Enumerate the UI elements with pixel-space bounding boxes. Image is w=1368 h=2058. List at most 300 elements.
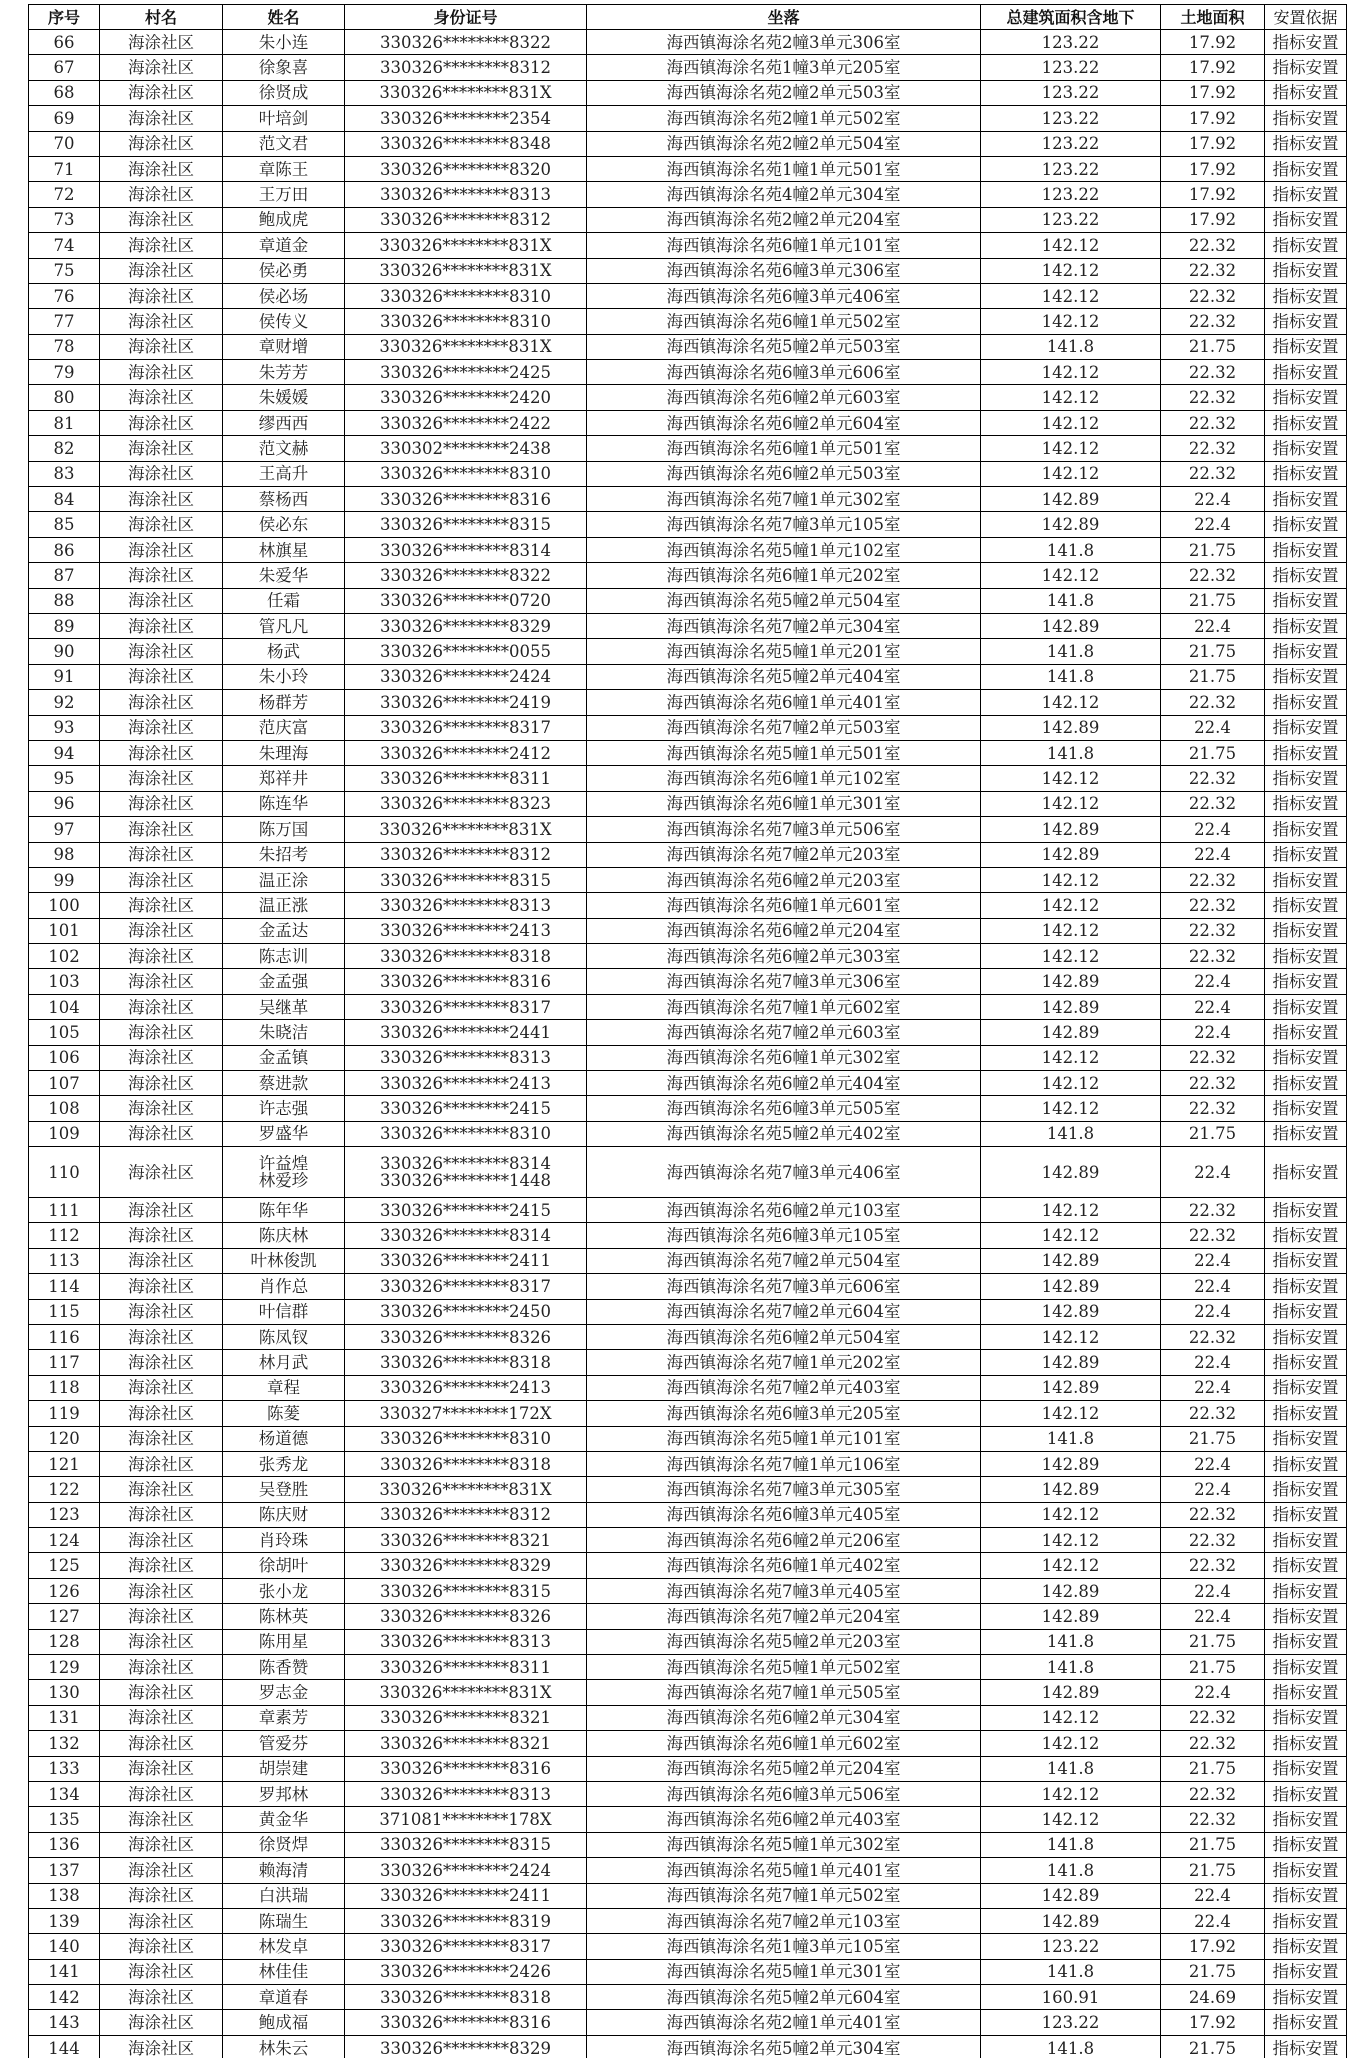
table-row [29, 1731, 1347, 1756]
id-number-cell [345, 1045, 587, 1070]
location-cell: 海西镇海涂名苑7幢1单元602室 [587, 994, 981, 1019]
basis-cell: 指标安置 [1265, 1147, 1347, 1198]
table-row [29, 1426, 1347, 1451]
id-number-cell [345, 639, 587, 664]
table-row [29, 1350, 1347, 1375]
village-cell: 海涂社区 [100, 55, 223, 80]
id-number-cell [345, 842, 587, 867]
serial-cell: 70 [29, 131, 100, 156]
serial-cell: 132 [29, 1731, 100, 1756]
basis-cell: 指标安置 [1265, 1248, 1347, 1273]
serial-cell: 119 [29, 1401, 100, 1426]
id-number-cell [345, 563, 587, 588]
basis-cell: 指标安置 [1265, 1959, 1347, 1984]
village-cell: 海涂社区 [100, 156, 223, 181]
name-cell-line: 蔡杨西 [258, 489, 309, 509]
name-cell [223, 1908, 345, 1933]
name-cell [223, 1045, 345, 1070]
village-cell: 海涂社区 [100, 1908, 223, 1933]
serial-cell: 72 [29, 182, 100, 207]
village-cell: 海涂社区 [100, 410, 223, 435]
id-number-cell-line: 330326********8310 [380, 464, 551, 484]
name-cell-line: 罗盛华 [258, 1124, 309, 1144]
name-cell-line: 林发卓 [258, 1937, 309, 1956]
name-cell [223, 994, 345, 1019]
id-number-cell-line: 330326********8317 [380, 1276, 551, 1296]
land-area-cell: 21.75 [1161, 1858, 1265, 1883]
id-number-cell [345, 994, 587, 1019]
location-cell: 海西镇海涂名苑5幢1单元101室 [587, 1426, 981, 1451]
floor-area-cell: 142.12 [981, 1324, 1161, 1349]
location-cell: 海西镇海涂名苑7幢1单元505室 [587, 1680, 981, 1705]
village-cell: 海涂社区 [100, 1934, 223, 1959]
id-number-cell [345, 1502, 587, 1527]
table-row [29, 588, 1347, 613]
floor-area-cell: 142.89 [981, 1020, 1161, 1045]
land-area-cell: 22.4 [1161, 1604, 1265, 1629]
name-cell [223, 842, 345, 867]
table-row [29, 944, 1347, 969]
id-number-cell [345, 1274, 587, 1299]
village-cell: 海涂社区 [100, 1629, 223, 1654]
id-number-cell [345, 1959, 587, 1984]
land-area-cell: 22.32 [1161, 918, 1265, 943]
table-row [29, 1934, 1347, 1959]
name-cell [223, 664, 345, 689]
floor-area-cell: 123.22 [981, 1934, 1161, 1959]
name-cell-line: 叶林俊凯 [250, 1251, 317, 1271]
village-cell: 海涂社区 [100, 1299, 223, 1324]
id-number-cell-line: 330326********8317 [380, 718, 551, 738]
location-cell: 海西镇海涂名苑7幢3单元406室 [587, 1147, 981, 1198]
table-row [29, 131, 1347, 156]
id-number-cell [345, 1934, 587, 1959]
land-area-cell: 22.32 [1161, 867, 1265, 892]
basis-cell: 指标安置 [1265, 1197, 1347, 1222]
table-row [29, 563, 1347, 588]
location-cell: 海西镇海涂名苑7幢2单元604室 [587, 1299, 981, 1324]
basis-cell: 指标安置 [1265, 1375, 1347, 1400]
id-number-cell-line: 330326********2411 [380, 1886, 551, 1906]
location-cell: 海西镇海涂名苑7幢3单元305室 [587, 1477, 981, 1502]
name-cell-line: 章素芳 [258, 1708, 309, 1728]
serial-cell: 133 [29, 1756, 100, 1781]
floor-area-cell: 123.22 [981, 30, 1161, 55]
basis-cell: 指标安置 [1265, 1223, 1347, 1248]
id-number-cell [345, 1223, 587, 1248]
floor-area-cell: 142.89 [981, 1274, 1161, 1299]
id-number-cell [345, 1071, 587, 1096]
name-cell-line: 朱晓洁 [258, 1022, 309, 1042]
floor-area-cell: 142.89 [981, 715, 1161, 740]
id-number-cell [345, 1096, 587, 1121]
serial-cell: 74 [29, 233, 100, 258]
serial-cell: 104 [29, 994, 100, 1019]
village-cell: 海涂社区 [100, 893, 223, 918]
id-number-cell [345, 1655, 587, 1680]
village-cell: 海涂社区 [100, 537, 223, 562]
name-cell [223, 969, 345, 994]
serial-cell: 87 [29, 563, 100, 588]
name-cell [223, 436, 345, 461]
id-number-cell [345, 867, 587, 892]
id-number-cell [345, 30, 587, 55]
location-cell: 海西镇海涂名苑2幢3单元306室 [587, 30, 981, 55]
basis-cell: 指标安置 [1265, 512, 1347, 537]
floor-area-cell: 142.89 [981, 842, 1161, 867]
id-number-cell-line: 330326********8315 [380, 870, 551, 890]
table-row [29, 258, 1347, 283]
serial-cell: 88 [29, 588, 100, 613]
floor-area-cell: 141.8 [981, 1629, 1161, 1654]
location-cell: 海西镇海涂名苑7幢2单元403室 [587, 1375, 981, 1400]
serial-cell: 122 [29, 1477, 100, 1502]
id-number-cell [345, 817, 587, 842]
village-cell: 海涂社区 [100, 1223, 223, 1248]
location-cell: 海西镇海涂名苑1幢3单元205室 [587, 55, 981, 80]
floor-area-cell: 142.12 [981, 766, 1161, 791]
table-row [29, 283, 1347, 308]
id-number-cell-line: 330326********2413 [380, 921, 551, 941]
village-cell: 海涂社区 [100, 1274, 223, 1299]
table-row [29, 1147, 1347, 1198]
id-number-cell-line: 330326********8329 [380, 1556, 551, 1576]
village-cell: 海涂社区 [100, 1705, 223, 1730]
floor-area-cell: 160.91 [981, 1985, 1161, 2010]
table-row [29, 664, 1347, 689]
table-row [29, 1832, 1347, 1857]
id-number-cell-line: 330326********2420 [380, 388, 551, 408]
village-cell: 海涂社区 [100, 944, 223, 969]
serial-cell: 112 [29, 1223, 100, 1248]
basis-cell: 指标安置 [1265, 639, 1347, 664]
table-row [29, 2010, 1347, 2035]
land-area-cell: 21.75 [1161, 537, 1265, 562]
id-number-cell [345, 1578, 587, 1603]
name-cell [223, 1147, 345, 1198]
id-number-cell [345, 233, 587, 258]
id-number-cell-line: 330326********8313 [380, 1048, 551, 1068]
id-number-cell-line: 330326********8318 [380, 946, 551, 966]
basis-cell: 指标安置 [1265, 106, 1347, 131]
table-row [29, 1781, 1347, 1806]
land-area-cell: 22.4 [1161, 512, 1265, 537]
village-cell: 海涂社区 [100, 1781, 223, 1806]
land-area-cell: 22.32 [1161, 360, 1265, 385]
name-cell-line: 陈庆财 [258, 1505, 309, 1525]
name-cell-line: 章财增 [258, 337, 309, 357]
name-cell-line: 吴登胜 [258, 1479, 309, 1499]
floor-area-cell: 142.89 [981, 1147, 1161, 1198]
name-cell-line: 吴继革 [258, 997, 309, 1017]
floor-area-cell: 142.12 [981, 918, 1161, 943]
land-area-cell: 24.69 [1161, 1985, 1265, 2010]
floor-area-cell: 142.89 [981, 994, 1161, 1019]
id-number-cell [345, 1781, 587, 1806]
name-cell-line: 陈瑞生 [258, 1911, 309, 1931]
basis-cell: 指标安置 [1265, 156, 1347, 181]
location-cell: 海西镇海涂名苑5幢2单元204室 [587, 1756, 981, 1781]
name-cell [223, 156, 345, 181]
name-cell [223, 740, 345, 765]
table-row [29, 334, 1347, 359]
serial-cell: 67 [29, 55, 100, 80]
name-cell [223, 639, 345, 664]
id-number-cell-line: 330326********8329 [380, 616, 551, 636]
name-cell [223, 385, 345, 410]
serial-cell: 142 [29, 1985, 100, 2010]
name-cell-line: 赖海清 [258, 1860, 309, 1880]
serial-cell: 71 [29, 156, 100, 181]
name-cell [223, 30, 345, 55]
location-cell: 海西镇海涂名苑5幢2单元402室 [587, 1121, 981, 1146]
table-row [29, 690, 1347, 715]
id-number-cell-line: 330326********2441 [380, 1022, 551, 1042]
id-number-cell [345, 766, 587, 791]
village-cell: 海涂社区 [100, 80, 223, 105]
name-cell-line: 朱小玲 [258, 667, 309, 687]
land-area-cell: 22.4 [1161, 613, 1265, 638]
id-number-cell [345, 1528, 587, 1553]
id-number-cell [345, 55, 587, 80]
name-cell-line: 张秀龙 [258, 1454, 309, 1474]
id-number-cell-line: 330326********8320 [380, 159, 551, 179]
location-cell: 海西镇海涂名苑6幢1单元501室 [587, 436, 981, 461]
floor-area-cell: 142.12 [981, 690, 1161, 715]
village-cell: 海涂社区 [100, 30, 223, 55]
land-area-cell: 22.4 [1161, 1883, 1265, 1908]
table-row [29, 1121, 1347, 1146]
name-cell [223, 1934, 345, 1959]
location-cell: 海西镇海涂名苑6幢1单元302室 [587, 1045, 981, 1070]
name-cell [223, 1248, 345, 1273]
serial-cell: 136 [29, 1832, 100, 1857]
id-number-cell-line: 330326********8316 [380, 972, 551, 992]
id-number-cell [345, 1908, 587, 1933]
name-cell [223, 207, 345, 232]
basis-cell: 指标安置 [1265, 969, 1347, 994]
header-land-area: 土地面积 [1161, 5, 1265, 30]
floor-area-cell: 142.89 [981, 1908, 1161, 1933]
location-cell: 海西镇海涂名苑6幢2单元603室 [587, 385, 981, 410]
name-cell-line: 温正涂 [258, 870, 309, 890]
location-cell: 海西镇海涂名苑6幢1单元102室 [587, 766, 981, 791]
basis-cell: 指标安置 [1265, 1020, 1347, 1045]
land-area-cell: 22.32 [1161, 1705, 1265, 1730]
basis-cell: 指标安置 [1265, 55, 1347, 80]
name-cell-line: 陈志训 [258, 946, 309, 966]
location-cell: 海西镇海涂名苑2幢1单元502室 [587, 106, 981, 131]
basis-cell: 指标安置 [1265, 1655, 1347, 1680]
village-cell: 海涂社区 [100, 1350, 223, 1375]
village-cell: 海涂社区 [100, 1832, 223, 1857]
name-cell-line: 金孟强 [258, 972, 309, 992]
village-cell: 海涂社区 [100, 182, 223, 207]
village-cell: 海涂社区 [100, 233, 223, 258]
id-number-cell [345, 360, 587, 385]
serial-cell: 141 [29, 1959, 100, 1984]
id-number-cell-line: 330326********8314 [380, 1226, 551, 1246]
id-number-cell [345, 1324, 587, 1349]
id-number-cell-line: 330326********8312 [380, 1505, 551, 1525]
location-cell: 海西镇海涂名苑7幢2单元603室 [587, 1020, 981, 1045]
serial-cell: 94 [29, 740, 100, 765]
basis-cell: 指标安置 [1265, 1096, 1347, 1121]
village-cell: 海涂社区 [100, 664, 223, 689]
table-row [29, 1274, 1347, 1299]
id-number-cell [345, 410, 587, 435]
location-cell: 海西镇海涂名苑7幢2单元504室 [587, 1248, 981, 1273]
id-number-cell [345, 80, 587, 105]
serial-cell: 79 [29, 360, 100, 385]
floor-area-cell: 141.8 [981, 588, 1161, 613]
location-cell: 海西镇海涂名苑7幢1单元106室 [587, 1451, 981, 1476]
serial-cell: 100 [29, 893, 100, 918]
id-number-cell [345, 385, 587, 410]
floor-area-cell: 142.89 [981, 1299, 1161, 1324]
floor-area-cell: 141.8 [981, 334, 1161, 359]
name-cell [223, 1680, 345, 1705]
id-number-cell-line: 330326********0055 [380, 642, 551, 662]
land-area-cell: 22.4 [1161, 1274, 1265, 1299]
location-cell: 海西镇海涂名苑5幢1单元102室 [587, 537, 981, 562]
name-cell-line: 朱小连 [258, 32, 309, 52]
serial-cell: 66 [29, 30, 100, 55]
basis-cell: 指标安置 [1265, 1985, 1347, 2010]
id-number-cell [345, 1629, 587, 1654]
basis-cell: 指标安置 [1265, 994, 1347, 1019]
name-cell-line: 林朱云 [258, 2038, 309, 2058]
basis-cell: 指标安置 [1265, 30, 1347, 55]
location-cell: 海西镇海涂名苑7幢3单元606室 [587, 1274, 981, 1299]
id-number-cell-line: 330326********831X [379, 83, 552, 103]
id-number-cell-line: 330326********2354 [380, 108, 551, 128]
basis-cell: 指标安置 [1265, 1705, 1347, 1730]
name-cell-line: 胡崇建 [258, 1759, 309, 1779]
floor-area-cell: 123.22 [981, 182, 1161, 207]
table-row [29, 1908, 1347, 1933]
id-number-cell [345, 1680, 587, 1705]
serial-cell: 68 [29, 80, 100, 105]
name-cell [223, 1553, 345, 1578]
floor-area-cell: 142.12 [981, 283, 1161, 308]
id-number-cell [345, 1832, 587, 1857]
id-number-cell-line: 330326********831X [379, 1683, 552, 1703]
id-number-cell-line: 330326********8311 [380, 769, 551, 789]
name-cell-line: 范文赫 [258, 438, 309, 458]
village-cell: 海涂社区 [100, 918, 223, 943]
serial-cell: 90 [29, 639, 100, 664]
name-cell-line: 白洪瑞 [258, 1886, 309, 1906]
id-number-cell-line: 330326********831X [379, 819, 552, 839]
floor-area-cell: 142.12 [981, 893, 1161, 918]
location-cell: 海西镇海涂名苑6幢1单元202室 [587, 563, 981, 588]
id-number-cell [345, 283, 587, 308]
floor-area-cell: 141.8 [981, 639, 1161, 664]
location-cell: 海西镇海涂名苑6幢1单元402室 [587, 1553, 981, 1578]
name-cell-line: 范庆富 [258, 718, 309, 738]
header-location: 坐落 [587, 5, 981, 30]
village-cell: 海涂社区 [100, 436, 223, 461]
floor-area-cell: 142.89 [981, 613, 1161, 638]
name-cell [223, 1375, 345, 1400]
basis-cell: 指标安置 [1265, 1680, 1347, 1705]
location-cell: 海西镇海涂名苑7幢1单元502室 [587, 1883, 981, 1908]
serial-cell: 73 [29, 207, 100, 232]
basis-cell: 指标安置 [1265, 791, 1347, 816]
table-row [29, 994, 1347, 1019]
land-area-cell: 22.32 [1161, 893, 1265, 918]
serial-cell: 134 [29, 1781, 100, 1806]
serial-cell: 102 [29, 944, 100, 969]
land-area-cell: 22.32 [1161, 233, 1265, 258]
name-cell-line: 范文君 [258, 134, 309, 154]
land-area-cell: 22.4 [1161, 1908, 1265, 1933]
village-cell: 海涂社区 [100, 715, 223, 740]
basis-cell: 指标安置 [1265, 1807, 1347, 1832]
name-cell [223, 1401, 345, 1426]
basis-cell: 指标安置 [1265, 410, 1347, 435]
name-cell [223, 1781, 345, 1806]
table-row [29, 817, 1347, 842]
id-number-cell-line: 330326********8312 [380, 58, 551, 78]
village-cell: 海涂社区 [100, 385, 223, 410]
land-area-cell: 22.32 [1161, 1731, 1265, 1756]
basis-cell: 指标安置 [1265, 1324, 1347, 1349]
floor-area-cell: 142.12 [981, 1223, 1161, 1248]
serial-cell: 101 [29, 918, 100, 943]
table-row [29, 893, 1347, 918]
land-area-cell: 22.32 [1161, 461, 1265, 486]
name-cell-line: 朱招考 [258, 845, 309, 865]
id-number-cell-line: 330326********2419 [380, 692, 551, 712]
location-cell: 海西镇海涂名苑6幢1单元301室 [587, 791, 981, 816]
id-number-cell-line: 330326********8315 [380, 1835, 551, 1855]
land-area-cell: 22.4 [1161, 487, 1265, 512]
location-cell: 海西镇海涂名苑5幢2单元304室 [587, 2035, 981, 2058]
id-number-cell [345, 1197, 587, 1222]
table-row [29, 80, 1347, 105]
id-number-cell-line: 330326********8322 [380, 32, 551, 52]
name-cell [223, 1096, 345, 1121]
name-cell [223, 944, 345, 969]
id-number-cell [345, 1350, 587, 1375]
land-area-cell: 22.4 [1161, 1147, 1265, 1198]
id-number-cell-line: 330326********2412 [380, 743, 551, 763]
id-number-cell [345, 258, 587, 283]
serial-cell: 93 [29, 715, 100, 740]
table-row [29, 1629, 1347, 1654]
id-number-cell-line: 330326********8348 [380, 134, 551, 154]
basis-cell: 指标安置 [1265, 817, 1347, 842]
table-row [29, 2035, 1347, 2058]
floor-area-cell: 141.8 [981, 1121, 1161, 1146]
village-cell: 海涂社区 [100, 1655, 223, 1680]
name-cell [223, 690, 345, 715]
name-cell-line: 陈年华 [258, 1200, 309, 1220]
land-area-cell: 22.32 [1161, 283, 1265, 308]
id-number-cell [345, 918, 587, 943]
serial-cell: 69 [29, 106, 100, 131]
name-cell [223, 1858, 345, 1883]
land-area-cell: 22.32 [1161, 1096, 1265, 1121]
location-cell: 海西镇海涂名苑6幢3单元306室 [587, 258, 981, 283]
name-cell-line: 黄金华 [258, 1810, 309, 1830]
serial-cell: 121 [29, 1451, 100, 1476]
id-number-cell-line: 330326********8315 [380, 515, 551, 535]
village-cell: 海涂社区 [100, 1020, 223, 1045]
table-row [29, 1502, 1347, 1527]
